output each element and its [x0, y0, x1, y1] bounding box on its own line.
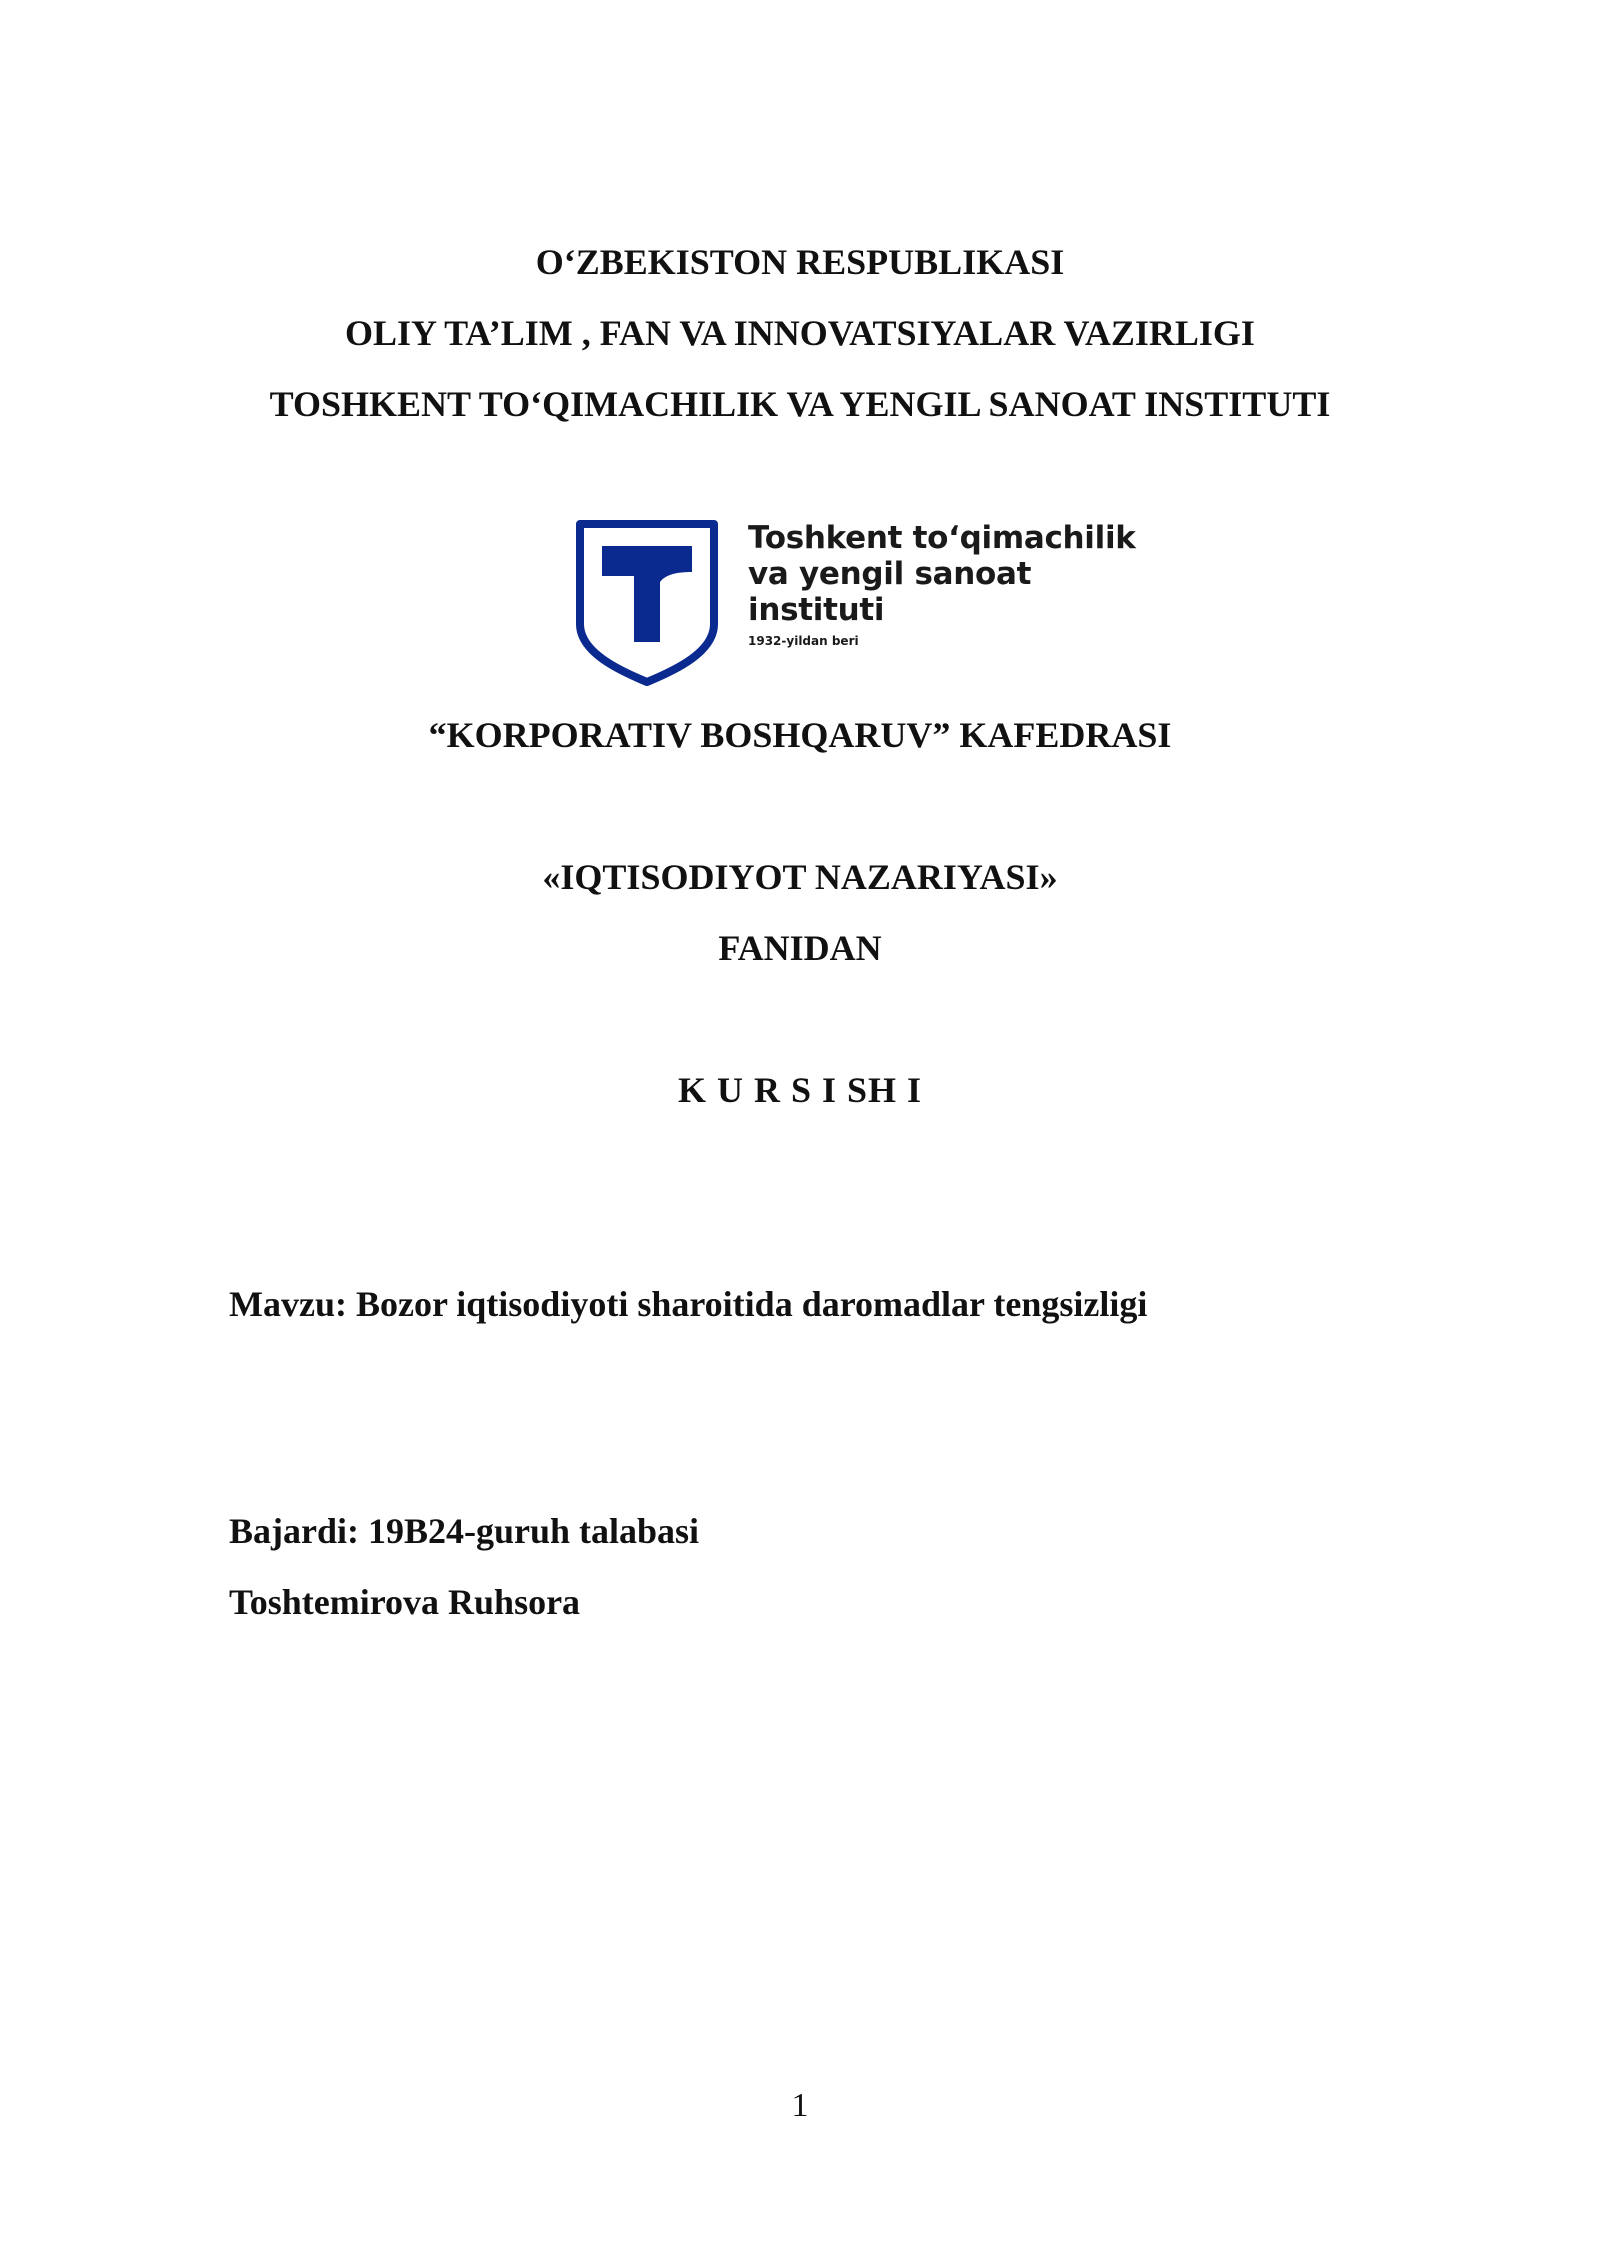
- subject-title: «IQTISODIYOT NAZARIYASI»: [542, 857, 1058, 897]
- country-heading: O‘ZBEKISTON RESPUBLIKASI: [535, 242, 1065, 282]
- author-group-line: Bajardi: 19B24-guruh talabasi: [229, 1511, 700, 1551]
- author-name-line: Toshtemirova Ruhsora: [229, 1582, 581, 1622]
- institute-logo: [576, 520, 1156, 690]
- department-heading: “KORPORATIV BOSHQARUV” KAFEDRASI: [428, 715, 1172, 755]
- shield-t-emblem-icon: [576, 520, 718, 686]
- subject-suffix: FANIDAN: [718, 928, 882, 968]
- logo-text-line: instituti: [748, 592, 885, 628]
- logo-wordmark: [748, 520, 1136, 648]
- logo-text-line: Toshkent to‘qimachilik: [748, 520, 1136, 556]
- work-type-title: K U R S I SH I: [677, 1070, 923, 1110]
- institute-heading: TOSHKENT TO‘QIMACHILIK VA YENGIL SANOAT INSTITUTI: [269, 384, 1331, 424]
- page-number: 1: [791, 2087, 809, 2124]
- topic-line: Mavzu: Bozor iqtisodiyoti sharoitida daromadlar tengsizligi: [229, 1284, 1148, 1324]
- ministry-heading: OLIY TA’LIM , FAN VA INNOVATSIYALAR VAZIRLIGI: [345, 313, 1255, 353]
- logo-since-text: 1932-yildan beri: [748, 634, 859, 648]
- logo-text-line: va yengil sanoat: [748, 556, 1032, 592]
